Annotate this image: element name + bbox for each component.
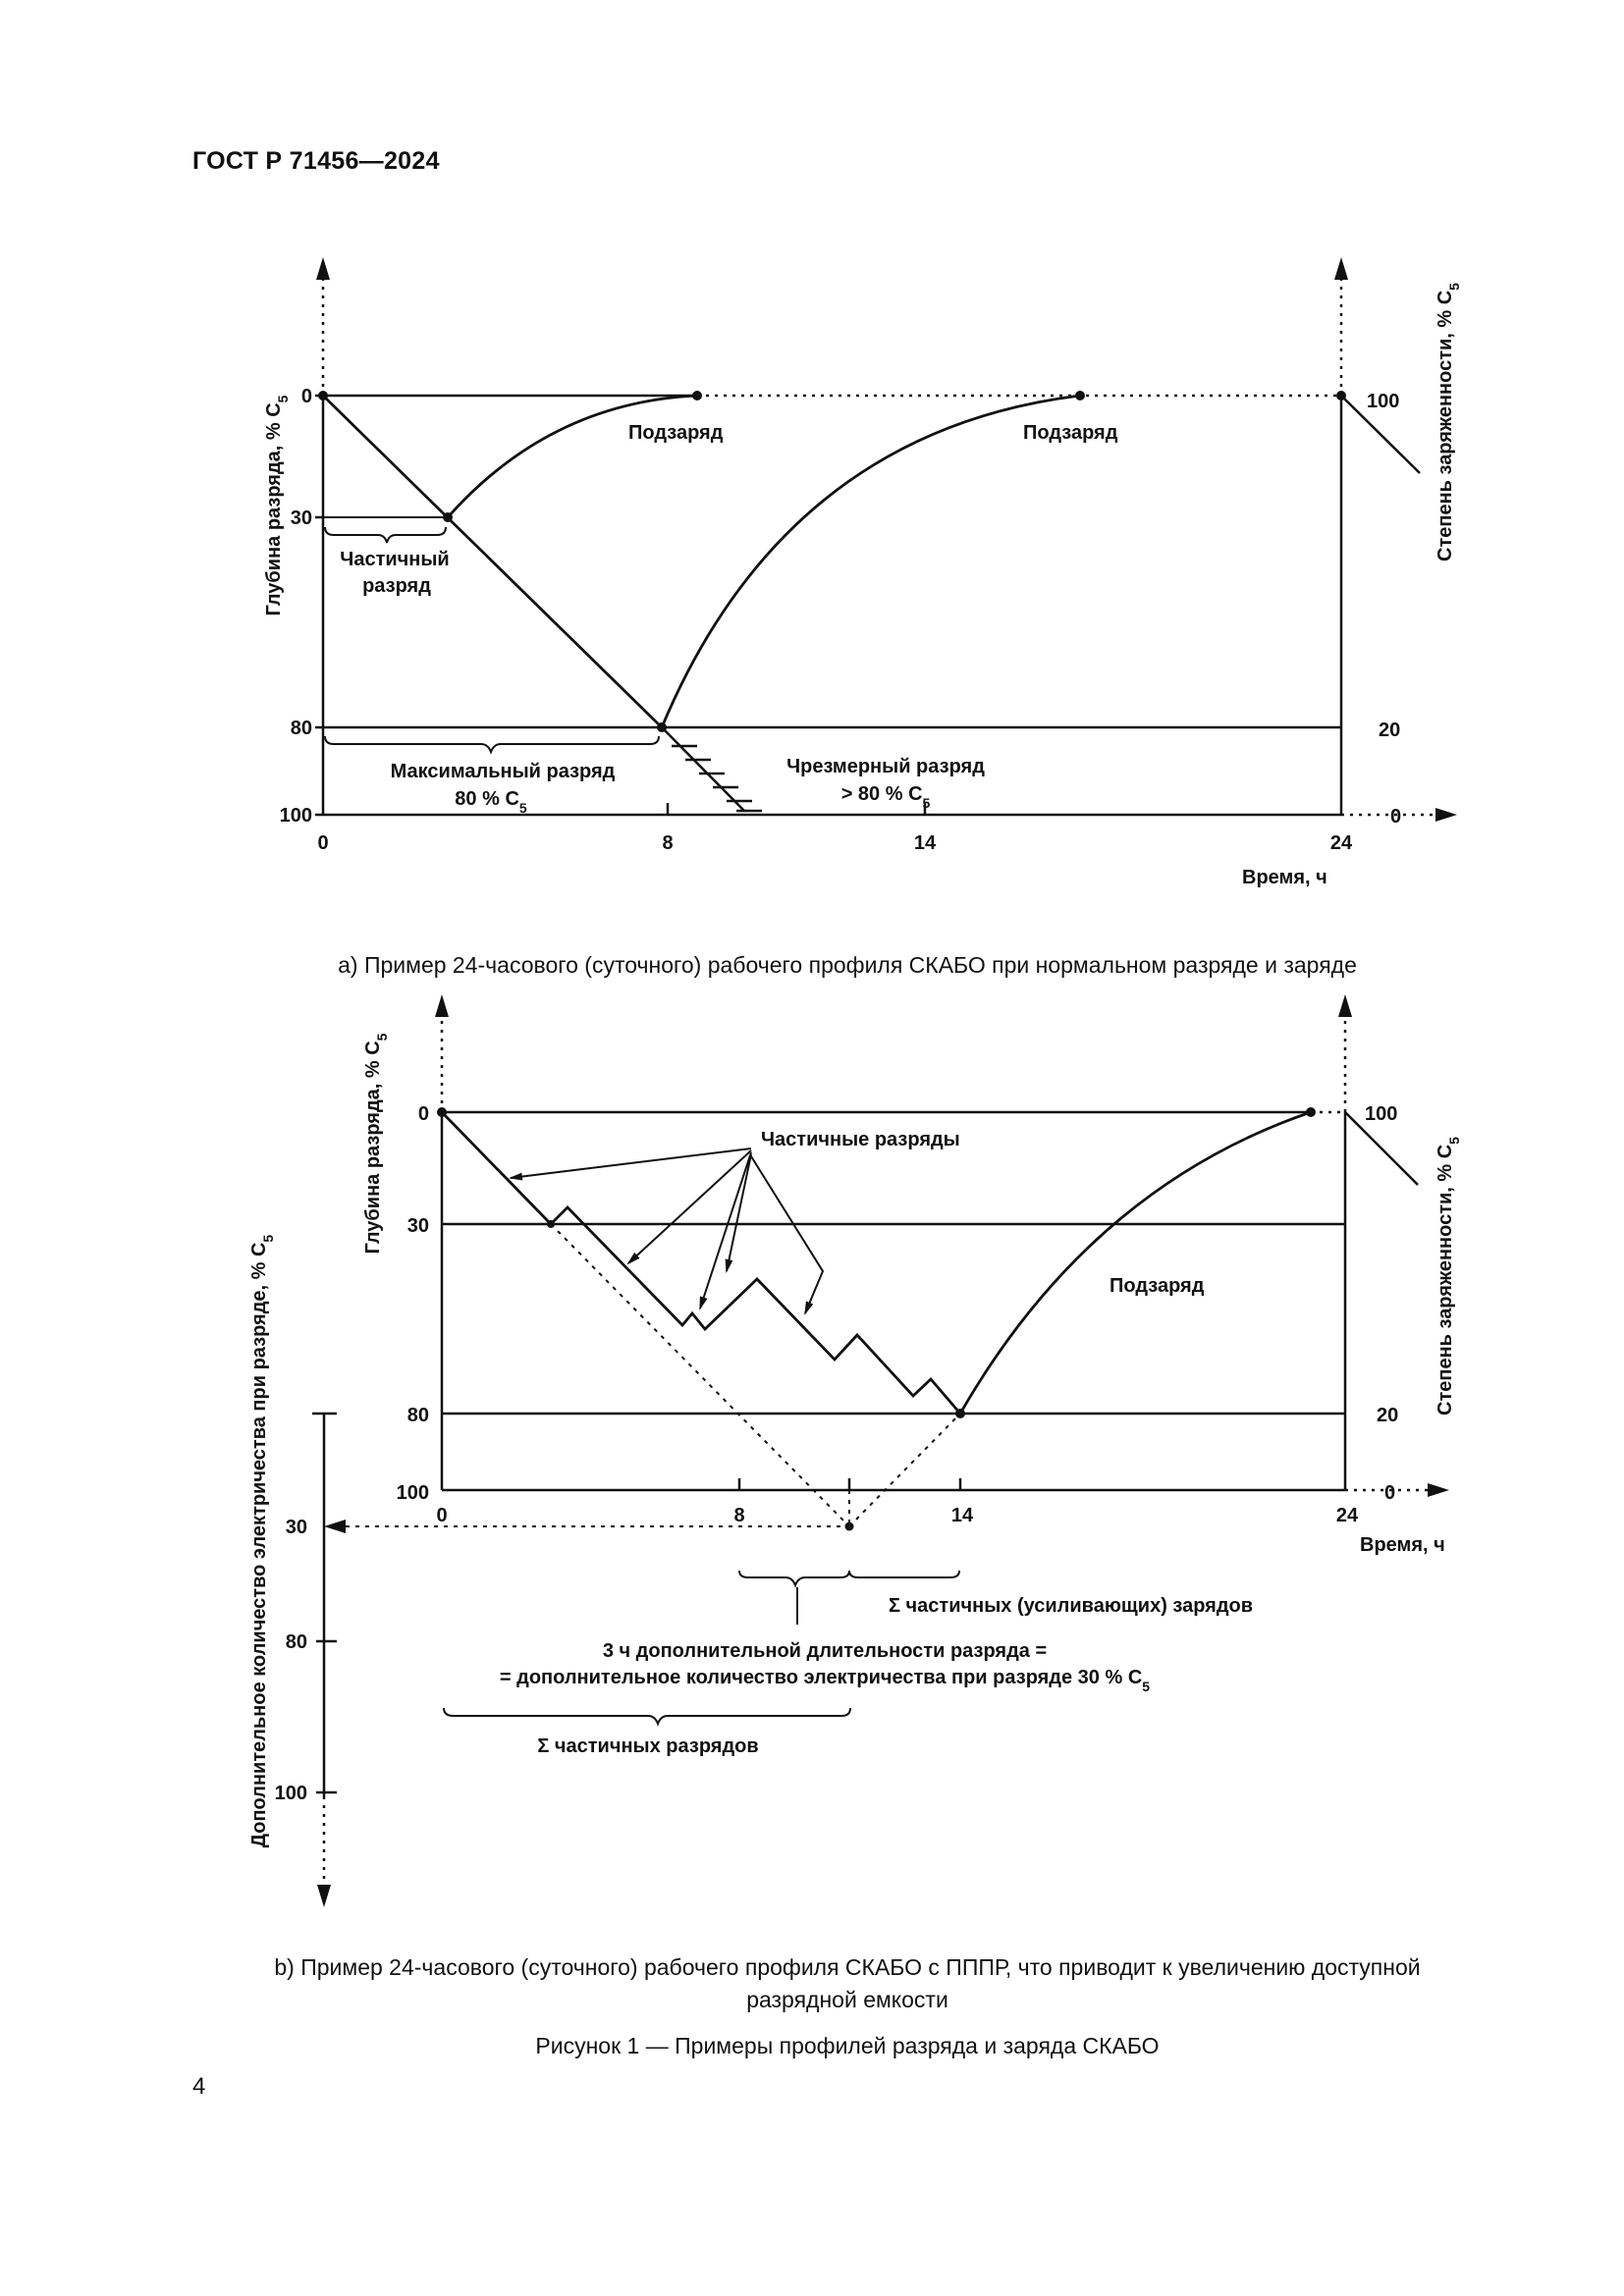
fig-a-ytick-0: 0 (300, 386, 312, 407)
fig-b-partial-discharge-profile (442, 1112, 960, 1414)
fig-a-recharge-curve-1 (448, 396, 697, 517)
fig-a-ytick-100: 100 (279, 805, 312, 827)
fig-a-y-right-label: Степень заряженности, % $C_5$ (1435, 283, 1462, 561)
fig-b-callouts (511, 1148, 823, 1313)
fig-a-rtick-100: 100 (1367, 391, 1400, 412)
fig-b-sum-partial-label: Σ частичных разрядов (537, 1735, 759, 1757)
fig-a-partial-label-2: разряд (362, 575, 431, 597)
fig-a-xtick-8: 8 (662, 832, 674, 854)
fig-a-points (318, 391, 1346, 732)
fig-a-rtick-20: 20 (1379, 720, 1401, 741)
fig-b-ytick-0: 0 (417, 1103, 429, 1125)
fig-a-excess-label-2: > 80 % $C_5$ (840, 783, 931, 811)
fig-b-extra-tick-80: 80 (285, 1631, 307, 1653)
fig-a-excess-hatch (672, 746, 762, 811)
document-header: ГОСТ Р 71456—2024 (192, 147, 440, 175)
fig-a-undercharge-2: Подзаряд (1023, 422, 1118, 444)
fig-b-dotted-projection-2 (849, 1414, 960, 1526)
fig-b-left-axis-arrow-icon (435, 994, 449, 1017)
fig-a-undercharge-1: Подзаряд (628, 422, 724, 444)
fig-b-sum-boost-label: Σ частичных (усиливающих) зарядов (889, 1595, 1254, 1617)
fig-b-y-extra-label: Дополнительное количество электричества при разряде, % $C_5$ (248, 1234, 276, 1848)
fig-a-max-label-2: 80 % $C_5$ (455, 788, 527, 816)
fig-b-xtick-0: 0 (436, 1505, 448, 1526)
fig-b-extra-tick-30: 30 (285, 1517, 307, 1538)
fig-a-right-axis-arrow-icon (1334, 257, 1348, 280)
fig-a-ytick-80: 80 (290, 718, 312, 739)
fig-b-extra-label-2: = дополнительное количество электричества при разряде 30 % $C_5$ (499, 1667, 1151, 1694)
fig-b-projection-arrow-icon (324, 1520, 346, 1533)
fig-b-extra-axis-arrow-icon (317, 1885, 331, 1907)
fig-a-partial-brace (325, 527, 446, 543)
fig-b-ytick-80: 80 (406, 1405, 429, 1426)
fig-b-extra-tick-100: 100 (274, 1783, 307, 1804)
fig-a-left-axis-arrow-icon (316, 257, 330, 280)
fig-b-caption-line2: разрядной емкости (746, 1987, 948, 2012)
figure-title: Рисунок 1 — Примеры профилей разряда и заряда СКАБО (535, 2033, 1160, 2058)
fig-a-recharge-curve-2 (662, 396, 1080, 727)
fig-b-y-right-label: Степень заряженности, % $C_5$ (1435, 1137, 1462, 1415)
fig-b-recharge-curve (960, 1112, 1311, 1414)
fig-b-ytick-30: 30 (406, 1215, 429, 1237)
fig-a-x-arrow-icon (1435, 808, 1457, 822)
fig-b-rtick-20: 20 (1377, 1405, 1399, 1426)
fig-a-partial-label-1: Частичный (340, 549, 450, 570)
fig-b-extra-label-1: 3 ч дополнительной длительности разряда = (602, 1640, 1048, 1662)
fig-b-x-arrow-icon (1428, 1483, 1449, 1497)
fig-a-excess-label-1: Чрезмерный разряд (786, 756, 985, 777)
fig-b-ytick-100: 100 (396, 1482, 429, 1504)
fig-b-dotted-projection-1 (551, 1224, 849, 1526)
fig-b-xtick-14: 14 (950, 1505, 974, 1526)
fig-b-rtick-0: 0 (1384, 1482, 1396, 1504)
fig-b-brace-partial (444, 1708, 850, 1724)
fig-a-xtick-24: 24 (1329, 832, 1353, 854)
fig-a-xtick-0: 0 (317, 832, 329, 854)
fig-b-caption-line1: b) Пример 24-часового (суточного) рабочего профиля СКАБО с ПППР, что приводит к увеличению доступной (274, 1954, 1421, 1980)
fig-a-xtick-14: 14 (913, 832, 937, 854)
fig-b-xtick-24: 24 (1335, 1505, 1359, 1526)
fig-a-max-label-1: Максимальный разряд (390, 761, 616, 782)
fig-a-excess-line (662, 727, 744, 811)
fig-b-y-left-label: Глубина разряда, % $C_5$ (362, 1033, 390, 1255)
figure-a (315, 257, 1457, 822)
page-number: 4 (192, 2073, 206, 2100)
fig-b-right-axis-arrow-icon (1338, 994, 1352, 1017)
fig-b-undercharge-label: Подзаряд (1110, 1275, 1205, 1297)
fig-a-ytick-30: 30 (290, 507, 312, 529)
fig-b-xtick-8: 8 (733, 1505, 745, 1526)
fig-a-caption: a) Пример 24-часового (суточного) рабочего профиля СКАБО при нормальном разряде и заряде (338, 952, 1357, 978)
fig-b-rtick-100: 100 (1365, 1103, 1398, 1125)
fig-b-x-label: Время, ч (1360, 1534, 1445, 1556)
fig-b-partial-discharges-label: Частичные разряды (761, 1129, 960, 1150)
fig-b-brace-boost (739, 1571, 849, 1585)
fig-a-max-brace (325, 736, 659, 752)
fig-a-rtick-0: 0 (1390, 806, 1402, 828)
fig-a-x-label: Время, ч (1242, 867, 1327, 888)
fig-b-brace-boost-2 (849, 1571, 959, 1577)
fig-a-y-left-label: Глубина разряда, % $C_5$ (263, 395, 291, 616)
